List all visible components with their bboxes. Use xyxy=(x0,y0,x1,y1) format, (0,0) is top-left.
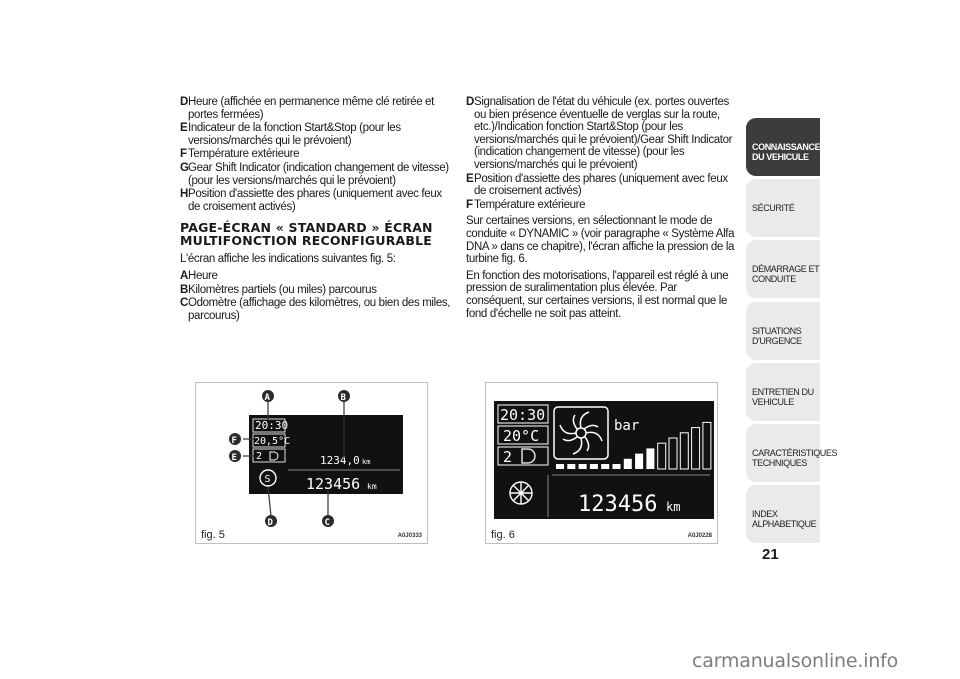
chapter-tabs xyxy=(746,118,838,546)
svg-text:F: F xyxy=(231,436,237,446)
fig5-time: 20:30 xyxy=(255,419,289,432)
item-text: Position d'assiette des phares (uniquement avec feux de croisement activés) xyxy=(474,172,728,198)
item-letter: D xyxy=(180,96,188,108)
gauge-bar xyxy=(601,464,609,469)
fig6-temp: 20°C xyxy=(503,427,540,445)
callout-f xyxy=(229,433,241,446)
item-letter: D xyxy=(466,96,474,108)
list-top xyxy=(180,96,452,213)
list-item xyxy=(180,148,452,161)
item-text: Température extérieure xyxy=(474,198,586,211)
left-column xyxy=(180,96,452,323)
item-letter: G xyxy=(180,161,189,174)
item-text: Heure xyxy=(188,269,218,282)
item-text: Indicateur de la fonction Start&Stop (pour les versions/marchés qui le prévoient) xyxy=(188,122,401,147)
callout-d xyxy=(265,515,277,528)
fig6-pressure-unit: bar xyxy=(614,418,640,434)
figure-5-drawing xyxy=(196,383,427,543)
item-letter: H xyxy=(180,188,188,201)
item-text: Gear Shift Indicator (indication changement de vitesse) (pour les versions/marchés qui le prévoient) xyxy=(188,161,449,187)
gauge-bar xyxy=(635,454,643,469)
ice-warning-icon xyxy=(510,482,532,504)
heading-line-2: MULTIFONCTION RECONFIGURABLE xyxy=(180,233,433,249)
intro-text: L'écran affiche les indications suivantes fig. 5: xyxy=(180,253,396,266)
item-text: Position d'assiette des phares (uniquement avec feux de croisement activés) xyxy=(188,188,442,213)
list-item xyxy=(466,96,738,172)
item-text: Kilomètres partiels (ou miles) parcourus xyxy=(188,283,377,296)
item-text: Odomètre (affichage des kilomètres, ou bien des miles, parcourus) xyxy=(188,297,451,322)
list-item xyxy=(466,173,738,198)
paragraph-pressure: En fonction des motorisations, l'appareil est réglé à une pression de suralimentation plus élevée. Par conséquent, sur certaines versions, il est normal que le fond d'échelle ne soit pas atteint. xyxy=(466,269,729,320)
list-item xyxy=(180,122,452,147)
callout-a xyxy=(262,390,274,403)
tab-chapter-6[interactable]: INDEX ALPHABETIQUE xyxy=(746,485,820,543)
item-letter: C xyxy=(180,297,188,310)
fig5-temp: 20,5°C xyxy=(254,436,291,447)
fig6-odo-unit: km xyxy=(666,500,681,514)
fig6-gear: 2 xyxy=(503,448,513,466)
start-stop-letter: S xyxy=(264,474,271,485)
gauge-bar xyxy=(590,464,598,469)
list-item xyxy=(180,270,452,283)
right-column xyxy=(466,96,738,324)
fig5-odo: 123456 xyxy=(306,475,361,493)
callout-b xyxy=(338,390,350,403)
tab-chapter-4[interactable]: ENTRETIEN DU VEHICULE xyxy=(746,363,820,421)
section-heading xyxy=(180,221,452,247)
paragraph-dynamic: Sur certaines versions, en sélectionnant le mode de conduite « DYNAMIC » (voir paragraphe « Système Alfa DNA » dans ce chapitre), l'écran affiche la pression de la turbine fig. 6. xyxy=(466,215,735,266)
fig6-odo: 123456 xyxy=(578,492,658,517)
gauge-bar xyxy=(613,464,621,469)
item-letter: E xyxy=(466,172,474,185)
list-item xyxy=(180,188,452,213)
figure-5 xyxy=(195,382,428,544)
gauge-bar xyxy=(556,464,564,469)
tab-chapter-3[interactable]: SITUATIONS D'URGENCE xyxy=(746,302,820,360)
item-text: Signalisation de l'état du véhicule (ex. portes ouvertes ou bien présence éventuelle de verglas sur la route, etc.)/Indication fonction Start&Stop (pour les versions/marchés qui le prévoient)/Gear Shift Indicator (indication changement de vitesse) (pour les versions/marchés qui le prévoient) xyxy=(474,96,733,171)
watermark: carmanualsonline.info xyxy=(692,650,899,672)
figure-6-drawing xyxy=(486,383,717,543)
gauge-bar xyxy=(567,464,575,469)
callout-e xyxy=(229,450,241,463)
fig6-time: 20:30 xyxy=(500,406,546,424)
item-letter: F xyxy=(180,148,187,161)
list-item xyxy=(180,96,452,121)
figure-6-code: A0J0228 xyxy=(687,533,712,539)
list-right xyxy=(466,96,738,211)
fig5-trip: 1234,0 xyxy=(320,454,360,467)
figure-6-caption: fig. 6 xyxy=(491,529,515,541)
tab-chapter-1[interactable]: SÉCURITÉ xyxy=(746,179,820,237)
svg-text:B: B xyxy=(340,393,346,403)
list-item xyxy=(466,199,738,212)
heading-line-1: PAGE-ÉCRAN « STANDARD » ÉCRAN xyxy=(180,220,433,236)
svg-text:E: E xyxy=(231,453,237,463)
list-bottom xyxy=(180,270,452,322)
fig5-trip-unit: km xyxy=(362,458,371,466)
page-number: 21 xyxy=(762,546,779,563)
item-text: Heure (affichée en permanence même clé retirée et portes fermées) xyxy=(188,96,434,121)
item-text: Température extérieure xyxy=(188,148,300,161)
gauge-bar xyxy=(646,448,654,469)
list-item xyxy=(180,284,452,297)
figure-5-code: A0J0333 xyxy=(397,533,422,539)
svg-text:C: C xyxy=(324,518,330,528)
figure-6 xyxy=(485,382,718,544)
callout-c xyxy=(322,515,334,528)
tab-chapter-0[interactable]: CONNAISSANCE DU VEHICULE xyxy=(746,118,820,176)
tab-chapter-5[interactable]: CARACTÉRISTIQUES TECHNIQUES xyxy=(746,424,820,482)
gauge-bar xyxy=(624,459,632,469)
item-letter: A xyxy=(180,269,188,282)
tab-chapter-2[interactable]: DÉMARRAGE ET CONDUITE xyxy=(746,240,820,298)
svg-text:D: D xyxy=(267,518,273,528)
svg-text:A: A xyxy=(264,393,270,403)
figure-5-caption: fig. 5 xyxy=(201,529,225,541)
list-item xyxy=(180,162,452,187)
fig5-gear: 2 xyxy=(256,451,263,462)
fig5-odo-unit: km xyxy=(367,482,377,491)
gauge-bar xyxy=(579,464,587,469)
item-letter: B xyxy=(180,283,188,296)
list-item xyxy=(180,297,452,322)
item-letter: F xyxy=(466,198,473,211)
item-letter: E xyxy=(180,122,188,135)
